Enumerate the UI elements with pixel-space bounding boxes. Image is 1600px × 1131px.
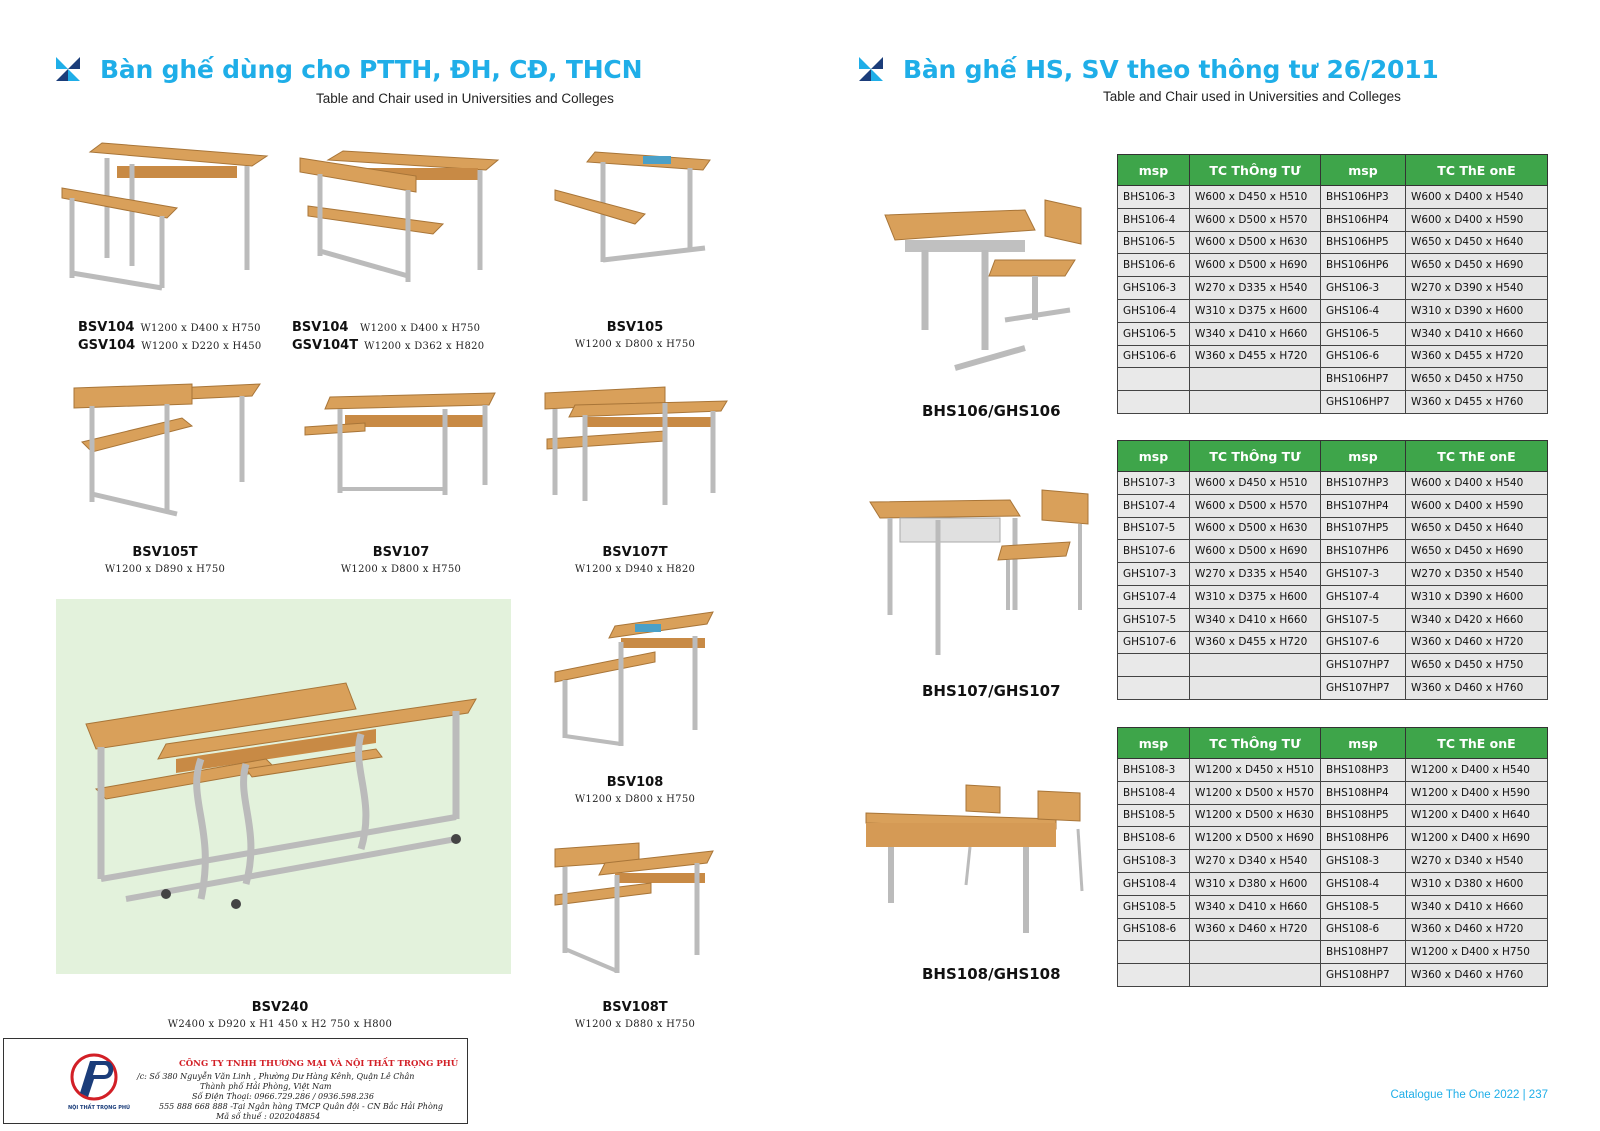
table-row bbox=[1118, 941, 1548, 964]
table-cell: GHS107-6 bbox=[1118, 631, 1190, 654]
table-cell bbox=[1190, 964, 1321, 987]
left-section-subtitle: Table and Chair used in Universities and Colleges bbox=[316, 91, 614, 106]
table-cell: W270 x D335 x H540 bbox=[1190, 277, 1321, 300]
product-name: BSV105T bbox=[132, 545, 198, 560]
table-cell: BHS106-4 bbox=[1118, 208, 1190, 231]
table-header-row bbox=[1118, 441, 1548, 472]
table-header-cell: TC ThÔng TƯ bbox=[1190, 728, 1321, 759]
table-cell: BHS106HP3 bbox=[1321, 186, 1406, 209]
product-name: BSV240 bbox=[251, 1000, 309, 1015]
table-cell bbox=[1118, 654, 1190, 677]
product-image-bsv107 bbox=[305, 389, 500, 499]
product-dimensions: W1200 x D362 x H820 bbox=[364, 341, 485, 352]
table-cell: GHS106-5 bbox=[1321, 322, 1406, 345]
table-cell: W600 x D500 x H570 bbox=[1190, 494, 1321, 517]
table-cell: W360 x D460 x H720 bbox=[1190, 918, 1321, 941]
brand-mark-icon bbox=[859, 57, 883, 81]
product-dimensions: W2400 x D920 x H1 450 x H2 750 x H800 bbox=[167, 1019, 393, 1030]
table-cell: BHS106HP5 bbox=[1321, 231, 1406, 254]
table-cell: W1200 x D500 x H690 bbox=[1190, 827, 1321, 850]
table-row bbox=[1118, 494, 1548, 517]
spec-table-bhs107 bbox=[1117, 440, 1548, 700]
table-cell: GHS107-3 bbox=[1118, 563, 1190, 586]
spec-table-bhs108 bbox=[1117, 727, 1548, 987]
table-cell: W600 x D500 x H570 bbox=[1190, 208, 1321, 231]
table-row bbox=[1118, 827, 1548, 850]
product-name: BSV107 bbox=[372, 545, 430, 560]
product-name: BSV104 bbox=[292, 320, 349, 335]
table-row bbox=[1118, 208, 1548, 231]
product-dimensions: W1200 x D800 x H750 bbox=[574, 794, 696, 805]
table-row bbox=[1118, 918, 1548, 941]
product-caption-p2 bbox=[292, 320, 484, 356]
table-cell: BHS107HP5 bbox=[1321, 517, 1406, 540]
table-cell bbox=[1190, 654, 1321, 677]
set-image-bhs106 bbox=[885, 200, 1095, 380]
table-cell: GHS108HP7 bbox=[1321, 964, 1406, 987]
product-image-bsv108t bbox=[555, 843, 715, 983]
set-name-bhs106: BHS106/GHS106 bbox=[922, 402, 1061, 420]
table-cell: W360 x D460 x H760 bbox=[1406, 677, 1548, 700]
table-cell: BHS107HP3 bbox=[1321, 472, 1406, 495]
table-cell: W310 x D390 x H600 bbox=[1406, 585, 1548, 608]
table-cell bbox=[1118, 677, 1190, 700]
table-cell: W270 x D340 x H540 bbox=[1190, 850, 1321, 873]
table-cell: BHS108HP4 bbox=[1321, 781, 1406, 804]
table-row bbox=[1118, 585, 1548, 608]
spec-table-bhs106 bbox=[1117, 154, 1548, 414]
table-cell: GHS106-6 bbox=[1118, 345, 1190, 368]
table-row bbox=[1118, 368, 1548, 391]
table-header-cell: msp bbox=[1118, 728, 1190, 759]
product-name: BSV108T bbox=[602, 1000, 668, 1015]
company-phone: Số Điện Thoại: 0966.729.286 / 0936.598.236 bbox=[192, 1092, 374, 1101]
table-cell: W600 x D400 x H590 bbox=[1406, 494, 1548, 517]
page-footer: Catalogue The One 2022 | 237 bbox=[1390, 1089, 1548, 1101]
product-dimensions: W1200 x D800 x H750 bbox=[574, 339, 696, 350]
table-cell: W270 x D390 x H540 bbox=[1406, 277, 1548, 300]
company-address: /c: Số 380 Nguyễn Văn Linh , Phường Dư Hàng Kênh, Quận Lê Chân bbox=[137, 1072, 415, 1081]
table-cell: W600 x D500 x H630 bbox=[1190, 231, 1321, 254]
company-info-box bbox=[3, 1038, 468, 1124]
table-cell: GHS108-5 bbox=[1118, 895, 1190, 918]
table-row bbox=[1118, 517, 1548, 540]
table-cell: W270 x D350 x H540 bbox=[1406, 563, 1548, 586]
table-cell: GHS108-3 bbox=[1118, 850, 1190, 873]
table-row bbox=[1118, 964, 1548, 987]
table-cell: BHS106-5 bbox=[1118, 231, 1190, 254]
brand-mark-icon bbox=[56, 57, 80, 81]
table-header-row bbox=[1118, 155, 1548, 186]
table-row bbox=[1118, 472, 1548, 495]
table-cell: BHS108-4 bbox=[1118, 781, 1190, 804]
table-row bbox=[1118, 186, 1548, 209]
table-cell: BHS107-5 bbox=[1118, 517, 1190, 540]
table-row bbox=[1118, 322, 1548, 345]
company-logo-text: NỘI THẤT TRỌNG PHÚ bbox=[68, 1105, 131, 1111]
table-row bbox=[1118, 299, 1548, 322]
table-row bbox=[1118, 872, 1548, 895]
table-cell: W650 x D450 x H690 bbox=[1406, 540, 1548, 563]
right-section-subtitle: Table and Chair used in Universities and Colleges bbox=[1103, 89, 1401, 104]
table-cell: W340 x D410 x H660 bbox=[1190, 322, 1321, 345]
table-header-cell: msp bbox=[1321, 728, 1406, 759]
table-cell: W1200 x D400 x H690 bbox=[1406, 827, 1548, 850]
product-image-bsv105 bbox=[555, 152, 715, 282]
table-cell bbox=[1118, 391, 1190, 414]
table-row bbox=[1118, 677, 1548, 700]
table-cell: GHS108-6 bbox=[1321, 918, 1406, 941]
table-cell: GHS106-5 bbox=[1118, 322, 1190, 345]
table-row bbox=[1118, 895, 1548, 918]
table-cell: BHS108HP6 bbox=[1321, 827, 1406, 850]
product-image-bsv104 bbox=[62, 138, 272, 298]
table-cell: W360 x D455 x H720 bbox=[1406, 345, 1548, 368]
table-cell: GHS107-4 bbox=[1321, 585, 1406, 608]
table-cell: W1200 x D450 x H510 bbox=[1190, 759, 1321, 782]
table-cell: W310 x D375 x H600 bbox=[1190, 299, 1321, 322]
table-cell: W1200 x D400 x H750 bbox=[1406, 941, 1548, 964]
product-image-bsv104-gsv104t bbox=[298, 146, 498, 296]
table-cell: W1200 x D500 x H630 bbox=[1190, 804, 1321, 827]
product-dimensions: W1200 x D800 x H750 bbox=[340, 564, 462, 575]
table-cell: GHS108-5 bbox=[1321, 895, 1406, 918]
table-cell: W600 x D450 x H510 bbox=[1190, 472, 1321, 495]
product-image-panel-bsv240 bbox=[56, 599, 511, 974]
table-cell bbox=[1118, 368, 1190, 391]
table-row bbox=[1118, 804, 1548, 827]
table-header-cell: msp bbox=[1321, 155, 1406, 186]
table-cell: W340 x D410 x H660 bbox=[1406, 322, 1548, 345]
table-cell bbox=[1118, 941, 1190, 964]
table-cell: W270 x D340 x H540 bbox=[1406, 850, 1548, 873]
table-cell: BHS108HP3 bbox=[1321, 759, 1406, 782]
table-cell: W1200 x D400 x H540 bbox=[1406, 759, 1548, 782]
table-cell: W650 x D450 x H750 bbox=[1406, 368, 1548, 391]
table-cell: W600 x D500 x H630 bbox=[1190, 517, 1321, 540]
table-cell: W360 x D455 x H720 bbox=[1190, 345, 1321, 368]
table-cell: BHS107-6 bbox=[1118, 540, 1190, 563]
product-caption-p8 bbox=[130, 1000, 430, 1030]
table-cell: BHS106-3 bbox=[1118, 186, 1190, 209]
table-cell: GHS106-3 bbox=[1118, 277, 1190, 300]
table-row bbox=[1118, 759, 1548, 782]
table-cell bbox=[1190, 941, 1321, 964]
product-dimensions: W1200 x D940 x H820 bbox=[574, 564, 696, 575]
table-cell: GHS108-6 bbox=[1118, 918, 1190, 941]
table-cell: GHS107-3 bbox=[1321, 563, 1406, 586]
company-tax: Mã số thuế : 0202048854 bbox=[216, 1112, 321, 1121]
table-header-cell: TC ThE onE bbox=[1406, 441, 1548, 472]
table-cell: GHS107HP7 bbox=[1321, 677, 1406, 700]
product-caption-p3 bbox=[560, 320, 710, 350]
table-cell: W650 x D450 x H640 bbox=[1406, 231, 1548, 254]
company-bank: 555 888 668 888 -Tại Ngân hàng TMCP Quân đội - CN Bắc Hải Phòng bbox=[159, 1102, 444, 1111]
table-header-cell: msp bbox=[1321, 441, 1406, 472]
set-image-bhs107 bbox=[870, 490, 1090, 660]
table-header-cell: TC ThE onE bbox=[1406, 155, 1548, 186]
product-name: BSV104 bbox=[78, 320, 135, 335]
table-cell: BHS106HP4 bbox=[1321, 208, 1406, 231]
table-cell: GHS106-3 bbox=[1321, 277, 1406, 300]
table-row bbox=[1118, 631, 1548, 654]
table-row bbox=[1118, 781, 1548, 804]
table-cell: W600 x D400 x H540 bbox=[1406, 472, 1548, 495]
table-cell: GHS106-4 bbox=[1321, 299, 1406, 322]
table-row bbox=[1118, 254, 1548, 277]
table-cell: W310 x D380 x H600 bbox=[1190, 872, 1321, 895]
set-name-bhs107: BHS107/GHS107 bbox=[922, 682, 1061, 700]
table-cell: W360 x D460 x H720 bbox=[1406, 918, 1548, 941]
table-header-cell: TC ThÔng TƯ bbox=[1190, 155, 1321, 186]
product-caption-p6 bbox=[560, 545, 710, 575]
table-cell: W600 x D500 x H690 bbox=[1190, 254, 1321, 277]
company-name: CÔNG TY TNHH THƯƠNG MẠI VÀ NỘI THẤT TRỌNG PHÚ bbox=[179, 1059, 459, 1069]
table-cell: GHS106HP7 bbox=[1321, 391, 1406, 414]
table-cell: GHS106-4 bbox=[1118, 299, 1190, 322]
table-cell: W360 x D460 x H760 bbox=[1406, 964, 1548, 987]
table-header-cell: msp bbox=[1118, 441, 1190, 472]
table-row bbox=[1118, 654, 1548, 677]
table-cell: GHS108-4 bbox=[1118, 872, 1190, 895]
table-header-cell: TC ThE onE bbox=[1406, 728, 1548, 759]
table-cell: W1200 x D500 x H570 bbox=[1190, 781, 1321, 804]
table-row bbox=[1118, 563, 1548, 586]
product-dimensions: W1200 x D400 x H750 bbox=[140, 323, 261, 334]
table-cell: GHS107HP7 bbox=[1321, 654, 1406, 677]
table-cell: GHS107-5 bbox=[1118, 608, 1190, 631]
product-caption-p5 bbox=[326, 545, 476, 575]
table-cell: W340 x D410 x H660 bbox=[1190, 608, 1321, 631]
table-cell: W340 x D420 x H660 bbox=[1406, 608, 1548, 631]
product-caption-p1 bbox=[78, 320, 262, 356]
table-cell: BHS106HP7 bbox=[1321, 368, 1406, 391]
product-caption-p4 bbox=[90, 545, 240, 575]
company-city: Thành phố Hải Phòng, Việt Nam bbox=[200, 1082, 332, 1091]
table-row bbox=[1118, 345, 1548, 368]
product-dimensions: W1200 x D880 x H750 bbox=[574, 1019, 696, 1030]
table-row bbox=[1118, 850, 1548, 873]
set-name-bhs108: BHS108/GHS108 bbox=[922, 965, 1061, 983]
table-cell bbox=[1118, 964, 1190, 987]
table-cell bbox=[1190, 391, 1321, 414]
product-name: BSV107T bbox=[602, 545, 668, 560]
table-cell: W270 x D335 x H540 bbox=[1190, 563, 1321, 586]
table-row bbox=[1118, 277, 1548, 300]
table-cell bbox=[1190, 677, 1321, 700]
table-cell: BHS108-5 bbox=[1118, 804, 1190, 827]
table-cell: W360 x D460 x H720 bbox=[1406, 631, 1548, 654]
table-cell: BHS108-3 bbox=[1118, 759, 1190, 782]
right-section-title: Bàn ghế HS, SV theo thông tư 26/2011 bbox=[903, 55, 1439, 84]
product-dimensions: W1200 x D400 x H750 bbox=[360, 323, 481, 334]
table-cell: W360 x D455 x H760 bbox=[1406, 391, 1548, 414]
product-name: BSV105 bbox=[606, 320, 664, 335]
left-section-title: Bàn ghế dùng cho PTTH, ĐH, CĐ, THCN bbox=[100, 55, 643, 84]
product-name: BSV108 bbox=[606, 775, 664, 790]
table-cell: BHS108-6 bbox=[1118, 827, 1190, 850]
product-name: GSV104T bbox=[292, 338, 359, 353]
table-cell: W650 x D450 x H750 bbox=[1406, 654, 1548, 677]
table-row bbox=[1118, 540, 1548, 563]
table-cell: GHS106-6 bbox=[1321, 345, 1406, 368]
table-row bbox=[1118, 608, 1548, 631]
table-cell: W1200 x D400 x H590 bbox=[1406, 781, 1548, 804]
product-caption-p9 bbox=[560, 1000, 710, 1030]
company-logo-icon bbox=[68, 1053, 124, 1103]
product-image-bsv107t bbox=[545, 387, 730, 517]
table-cell: W650 x D450 x H640 bbox=[1406, 517, 1548, 540]
table-header-cell: TC ThÔng TƯ bbox=[1190, 441, 1321, 472]
set-image-bhs108 bbox=[866, 785, 1091, 940]
table-cell: W310 x D390 x H600 bbox=[1406, 299, 1548, 322]
table-cell: GHS107-5 bbox=[1321, 608, 1406, 631]
table-cell: BHS107HP4 bbox=[1321, 494, 1406, 517]
table-cell: W600 x D400 x H590 bbox=[1406, 208, 1548, 231]
table-cell: GHS108-3 bbox=[1321, 850, 1406, 873]
table-cell: BHS107HP6 bbox=[1321, 540, 1406, 563]
table-header-row bbox=[1118, 728, 1548, 759]
table-cell: GHS107-6 bbox=[1321, 631, 1406, 654]
table-cell: W1200 x D400 x H640 bbox=[1406, 804, 1548, 827]
table-cell: BHS107-3 bbox=[1118, 472, 1190, 495]
table-header-cell: msp bbox=[1118, 155, 1190, 186]
table-cell: W600 x D400 x H540 bbox=[1406, 186, 1548, 209]
product-dimensions: W1200 x D890 x H750 bbox=[104, 564, 226, 575]
table-row bbox=[1118, 231, 1548, 254]
table-cell: GHS107-4 bbox=[1118, 585, 1190, 608]
table-cell: GHS108-4 bbox=[1321, 872, 1406, 895]
table-cell: W310 x D375 x H600 bbox=[1190, 585, 1321, 608]
table-cell: BHS108HP7 bbox=[1321, 941, 1406, 964]
table-cell: W340 x D410 x H660 bbox=[1190, 895, 1321, 918]
table-cell: BHS106HP6 bbox=[1321, 254, 1406, 277]
table-cell: BHS106-6 bbox=[1118, 254, 1190, 277]
table-cell: W340 x D410 x H660 bbox=[1406, 895, 1548, 918]
table-cell: BHS107-4 bbox=[1118, 494, 1190, 517]
table-cell: W310 x D380 x H600 bbox=[1406, 872, 1548, 895]
table-row bbox=[1118, 391, 1548, 414]
product-dimensions: W1200 x D220 x H450 bbox=[141, 341, 262, 352]
product-image-bsv108 bbox=[555, 612, 715, 752]
table-cell: W360 x D455 x H720 bbox=[1190, 631, 1321, 654]
product-caption-p7 bbox=[560, 775, 710, 805]
table-cell: BHS108HP5 bbox=[1321, 804, 1406, 827]
table-cell: W600 x D500 x H690 bbox=[1190, 540, 1321, 563]
table-cell: W600 x D450 x H510 bbox=[1190, 186, 1321, 209]
product-name: GSV104 bbox=[78, 338, 136, 353]
table-cell bbox=[1190, 368, 1321, 391]
table-cell: W650 x D450 x H690 bbox=[1406, 254, 1548, 277]
product-image-bsv105t bbox=[72, 382, 262, 522]
